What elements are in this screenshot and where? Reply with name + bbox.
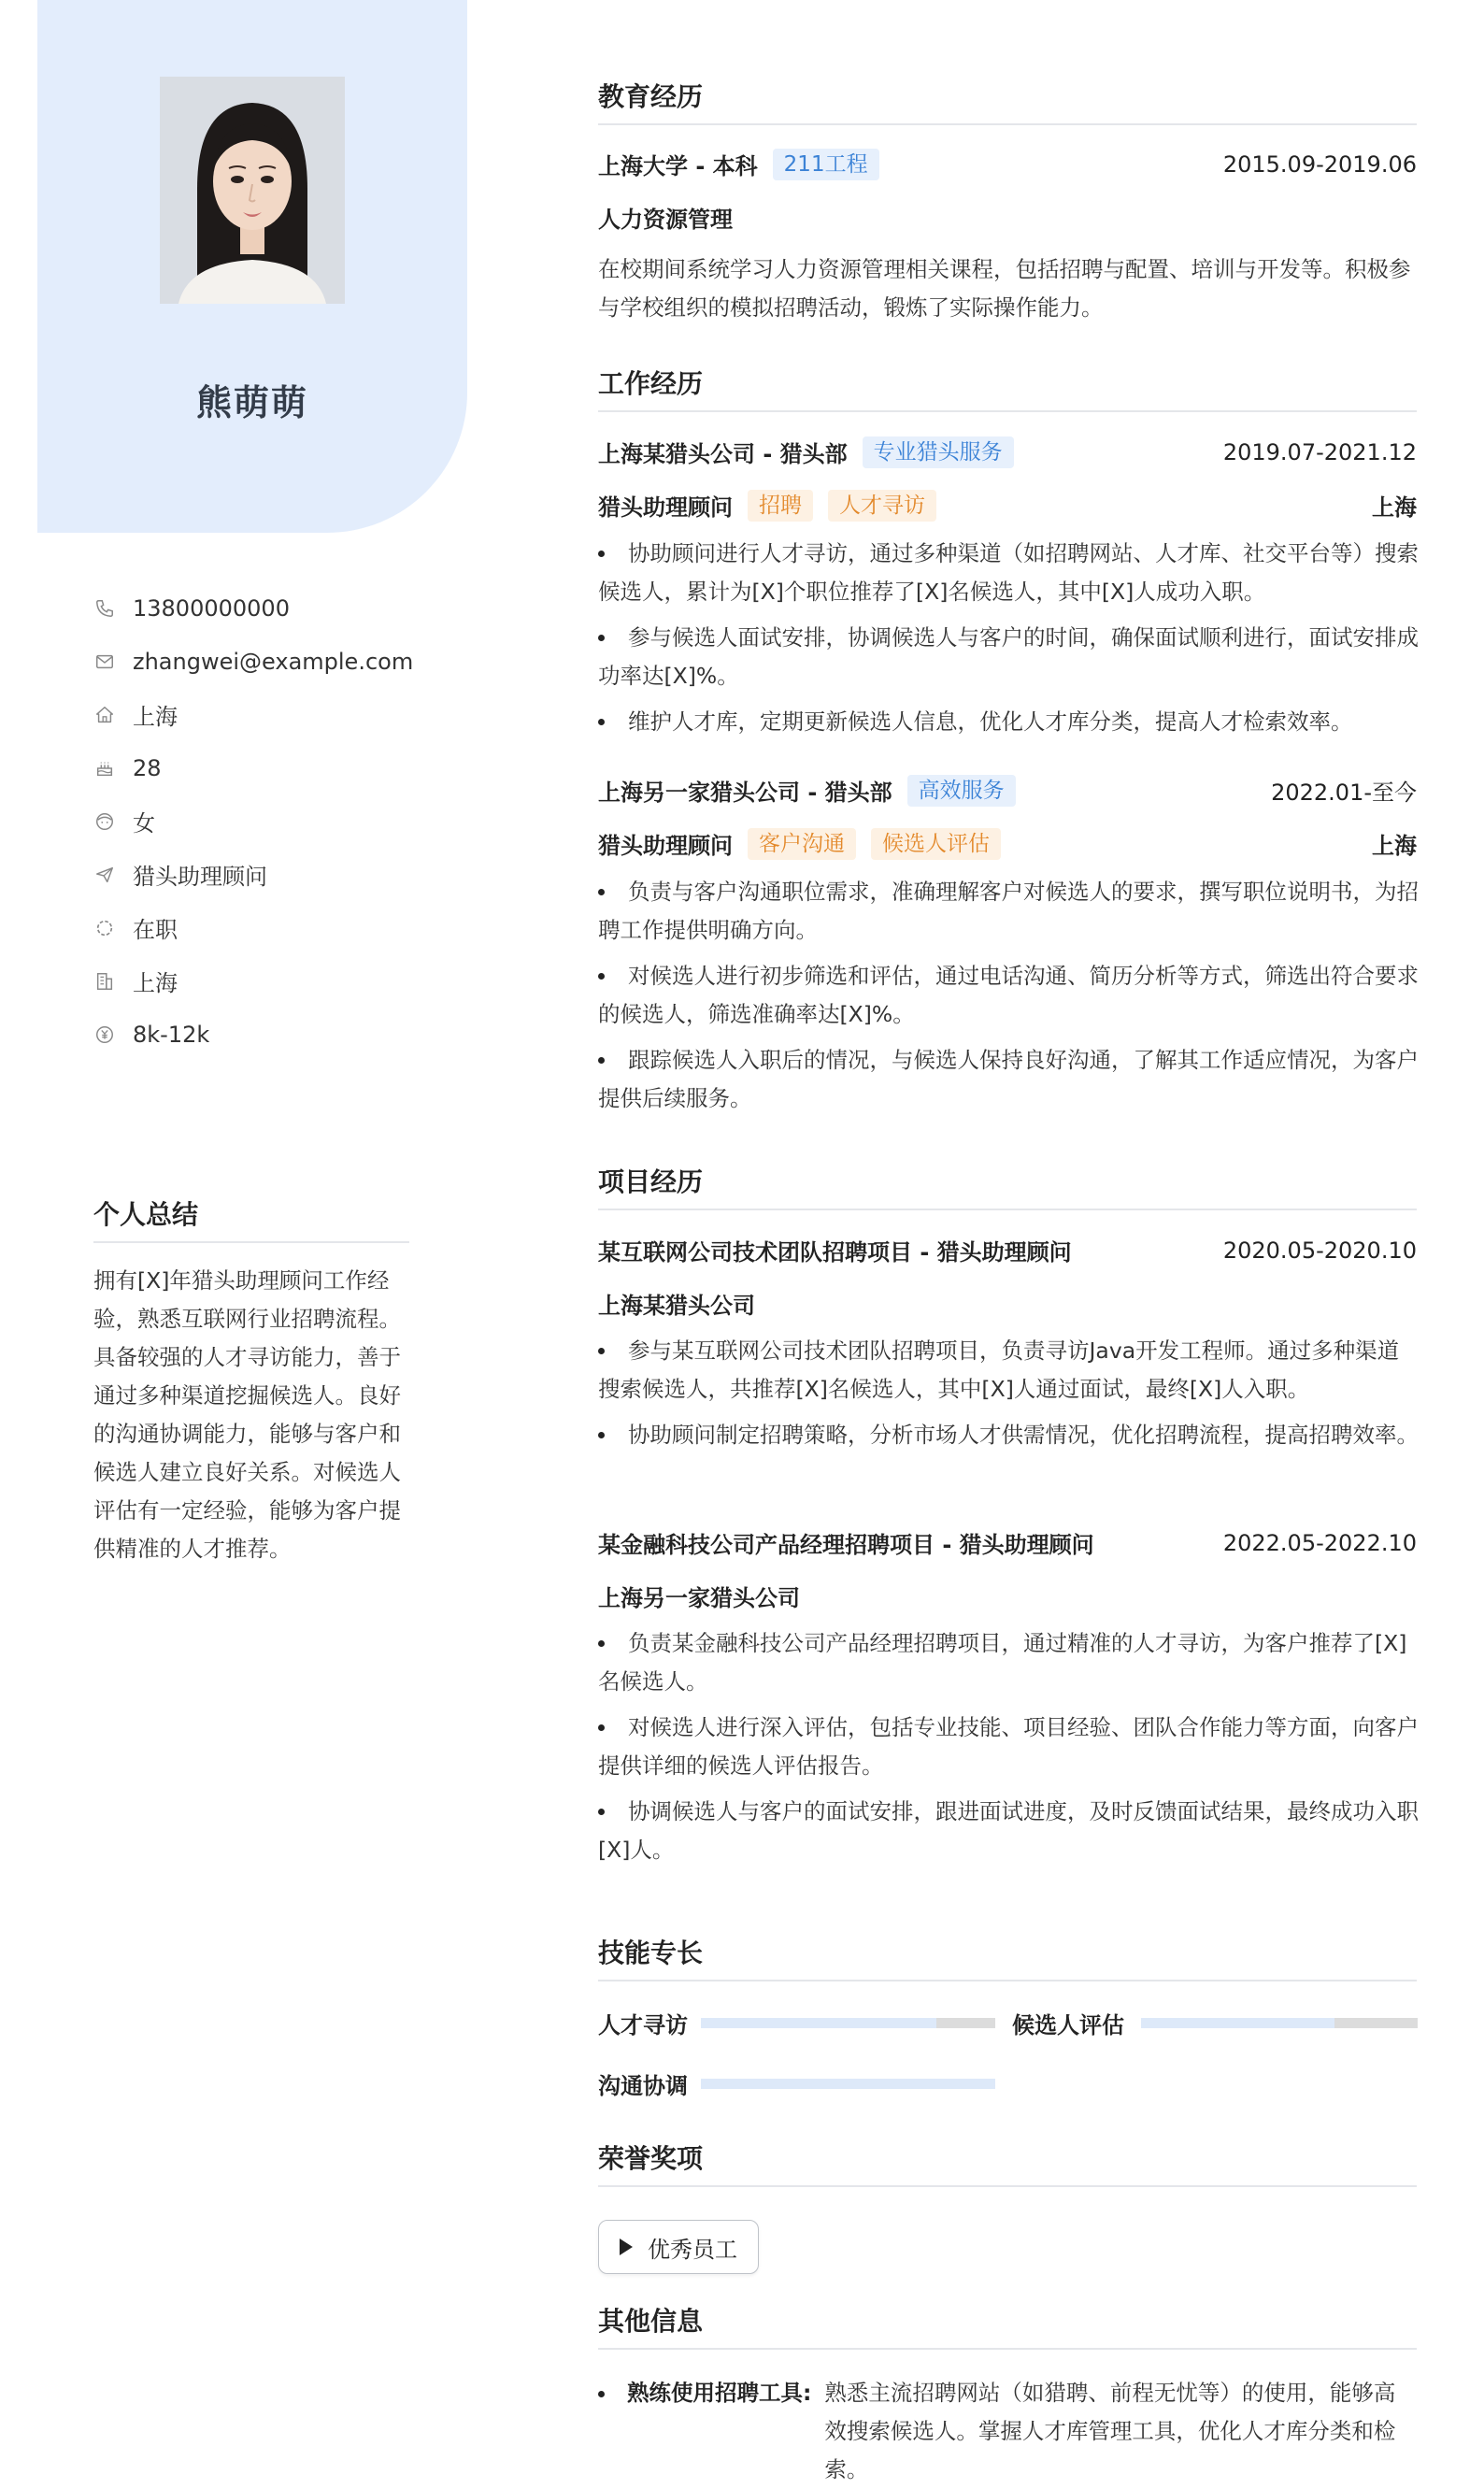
- skill-bar-fill: [701, 2018, 936, 2028]
- cake-icon: [93, 757, 116, 780]
- list-item: 对候选人进行深入评估，包括专业技能、项目经验、团队合作能力等方面，向客户提供详细的候选人评估报告。: [598, 1709, 1420, 1785]
- skills-title: 技能专长: [598, 1933, 1417, 1981]
- education-header: [598, 148, 1417, 180]
- target-position-text: 猎头助理顾问: [133, 864, 267, 890]
- age-text: 28: [133, 754, 162, 781]
- info-gender: [93, 794, 413, 848]
- salary-icon: [93, 1023, 116, 1046]
- mail-icon: [93, 651, 116, 673]
- job-1-role: 猎头助理顾问: [598, 494, 733, 521]
- list-item: 对候选人进行初步筛选和评估，通过电话沟通、简历分析等方式，筛选出符合要求的候选人，筛选准确率达[X]%。: [598, 957, 1420, 1034]
- gender-icon: [93, 810, 116, 833]
- education-desc: 在校期间系统学习人力资源管理相关课程，包括招聘与配置、培训与开发等。积极参与学校组织的模拟招聘活动，锻炼了实际操作能力。: [598, 256, 1411, 321]
- job-2-role-tag-1: 客户沟通: [748, 828, 856, 860]
- job-status-text: 在职: [133, 917, 178, 943]
- job-2-bullets: [598, 873, 1420, 1125]
- skill-bar: [701, 2018, 995, 2028]
- other-title: 其他信息: [598, 2301, 1417, 2350]
- list-item: 参与候选人面试安排，协调候选人与客户的时间，确保面试顺利进行，面试安排成功率达[X]%。: [598, 619, 1420, 695]
- education-major-row: [598, 201, 1417, 234]
- info-location: [93, 688, 413, 741]
- job-1-role-tag-1: 招聘: [748, 490, 813, 522]
- play-triangle-icon: [620, 2239, 633, 2255]
- skill-item: [1012, 2007, 1418, 2039]
- list-item: 维护人才库，定期更新候选人信息，优化人才库分类，提高人才检索效率。: [598, 703, 1420, 741]
- job-1-tag: 专业猎头服务: [863, 436, 1014, 468]
- project-2-bullets: [598, 1624, 1420, 1877]
- send-icon: [93, 864, 116, 886]
- info-target-city: [93, 954, 413, 1008]
- other-info-item: [598, 2374, 1420, 2489]
- list-item: 协助顾问进行人才寻访，通过多种渠道（如招聘网站、人才库、社交平台等）搜索候选人，累计为[X]个职位推荐了[X]名候选人，其中[X]人成功入职。: [598, 535, 1420, 611]
- info-phone: [93, 581, 413, 635]
- skill-name: 沟通协调: [598, 2073, 688, 2099]
- other-info-text: 熟悉主流招聘网站（如猎聘、前程无忧等）的使用，能够高效搜索候选人。掌握人才库管理工具，优化人才库分类和检索。: [824, 2380, 1396, 2482]
- phone-icon: [93, 597, 116, 620]
- contact-info-list: [93, 581, 413, 1061]
- project-1-company-row: [598, 1287, 1417, 1320]
- email-address: zhangwei@example.com: [133, 648, 414, 675]
- project-2-header: [598, 1526, 1417, 1559]
- skill-name: 人才寻访: [598, 2012, 688, 2038]
- summary-title: 个人总结: [93, 1194, 409, 1243]
- list-item: 负责与客户沟通职位需求，准确理解客户对候选人的要求，撰写职位说明书，为招聘工作提供明确方向。: [598, 873, 1420, 950]
- skill-item: [598, 2067, 995, 2100]
- gender-text: 女: [133, 810, 155, 837]
- work-title: 工作经历: [598, 364, 1417, 412]
- skill-bar-fill: [1141, 2018, 1334, 2028]
- phone-number: 13800000000: [133, 594, 290, 622]
- location-text: 上海: [133, 704, 178, 730]
- project-1-name: 某互联网公司技术团队招聘项目 - 猎头助理顾问: [598, 1239, 1072, 1266]
- info-age: [93, 741, 413, 794]
- education-school: 上海大学 - 本科: [598, 153, 758, 179]
- job-2-role-row: [598, 827, 1417, 860]
- award-item-button[interactable]: [598, 2220, 759, 2274]
- project-2-name: 某金融科技公司产品经理招聘项目 - 猎头助理顾问: [598, 1532, 1094, 1558]
- job-1-bullets: [598, 535, 1420, 749]
- job-2-company: 上海另一家猎头公司 - 猎头部: [598, 780, 892, 806]
- sidebar: [0, 0, 505, 2449]
- job-2-date: 2022.01-至今: [1271, 780, 1417, 806]
- awards-title: 荣誉奖项: [598, 2139, 1417, 2187]
- job-2-role: 猎头助理顾问: [598, 833, 733, 859]
- skill-item: [598, 2007, 995, 2039]
- skill-bar: [701, 2079, 995, 2089]
- project-1-date: 2020.05-2020.10: [1222, 1237, 1417, 1264]
- skill-name: 候选人评估: [1012, 2012, 1124, 2038]
- other-info-label: 熟练使用招聘工具:: [627, 2380, 812, 2406]
- job-2-tag: 高效服务: [907, 775, 1016, 807]
- project-1-company: 上海某猎头公司: [598, 1293, 755, 1319]
- education-tag: 211工程: [773, 149, 879, 180]
- job-1-header: [598, 436, 1417, 468]
- project-2-date: 2022.05-2022.10: [1222, 1529, 1417, 1556]
- status-icon: [93, 917, 116, 939]
- list-item: 负责某金融科技公司产品经理招聘项目，通过精准的人才寻访，为客户推荐了[X]名候选人。: [598, 1624, 1420, 1701]
- project-2-company-row: [598, 1580, 1417, 1612]
- list-item: 协助顾问制定招聘策略，分析市场人才供需情况，优化招聘流程，提高招聘效率。: [598, 1416, 1420, 1454]
- skill-bar-fill: [701, 2079, 995, 2089]
- award-label: 优秀员工: [648, 2236, 737, 2263]
- education-major: 人力资源管理: [598, 207, 733, 233]
- project-1-header: [598, 1234, 1417, 1266]
- profile-photo: [160, 77, 345, 304]
- bullet-dot-icon: [598, 2391, 605, 2397]
- education-date: 2015.09-2019.06: [1222, 150, 1417, 178]
- target-city-text: 上海: [133, 970, 178, 996]
- list-item: 参与某互联网公司技术团队招聘项目，负责寻访Java开发工程师。通过多种渠道搜索候选人，共推荐[X]名候选人，其中[X]人通过面试，最终[X]人入职。: [598, 1332, 1420, 1409]
- candidate-name: 熊萌萌: [195, 382, 308, 423]
- list-item: 跟踪候选人入职后的情况，与候选人保持良好沟通，了解其工作适应情况，为客户提供后续服务。: [598, 1041, 1420, 1118]
- list-item: 协调候选人与客户的面试安排，跟进面试进度，及时反馈面试结果，最终成功入职[X]人。: [598, 1793, 1420, 1869]
- job-2-role-tag-2: 候选人评估: [871, 828, 1001, 860]
- home-icon: [93, 704, 116, 726]
- salary-text: 8k-12k: [133, 1021, 210, 1048]
- job-1-role-row: [598, 489, 1417, 522]
- job-1-city: 上海: [1372, 494, 1417, 521]
- job-1-role-tag-2: 人才寻访: [828, 490, 936, 522]
- skill-bar: [1141, 2018, 1418, 2028]
- project-2-company: 上海另一家猎头公司: [598, 1585, 800, 1611]
- project-1-bullets: [598, 1332, 1420, 1462]
- job-2-city: 上海: [1372, 833, 1417, 859]
- info-job-status: [93, 901, 413, 954]
- info-salary: [93, 1008, 413, 1061]
- education-title: 教育经历: [598, 77, 1417, 125]
- job-1-company: 上海某猎头公司 - 猎头部: [598, 441, 848, 467]
- job-2-header: [598, 774, 1417, 807]
- info-email: [93, 635, 413, 688]
- info-target-position: [93, 848, 413, 901]
- projects-title: 项目经历: [598, 1162, 1417, 1210]
- avatar-illustration: [160, 77, 345, 304]
- job-1-date: 2019.07-2021.12: [1222, 438, 1417, 465]
- summary-text: 拥有[X]年猎头助理顾问工作经验，熟悉互联网行业招聘流程。具备较强的人才寻访能力，善于通过多种渠道挖掘候选人。良好的沟通协调能力，能够与客户和候选人建立良好关系。对候选人评估有一定经验，能够为客户提供精准的人才推荐。: [93, 1267, 401, 1562]
- building-icon: [93, 970, 116, 993]
